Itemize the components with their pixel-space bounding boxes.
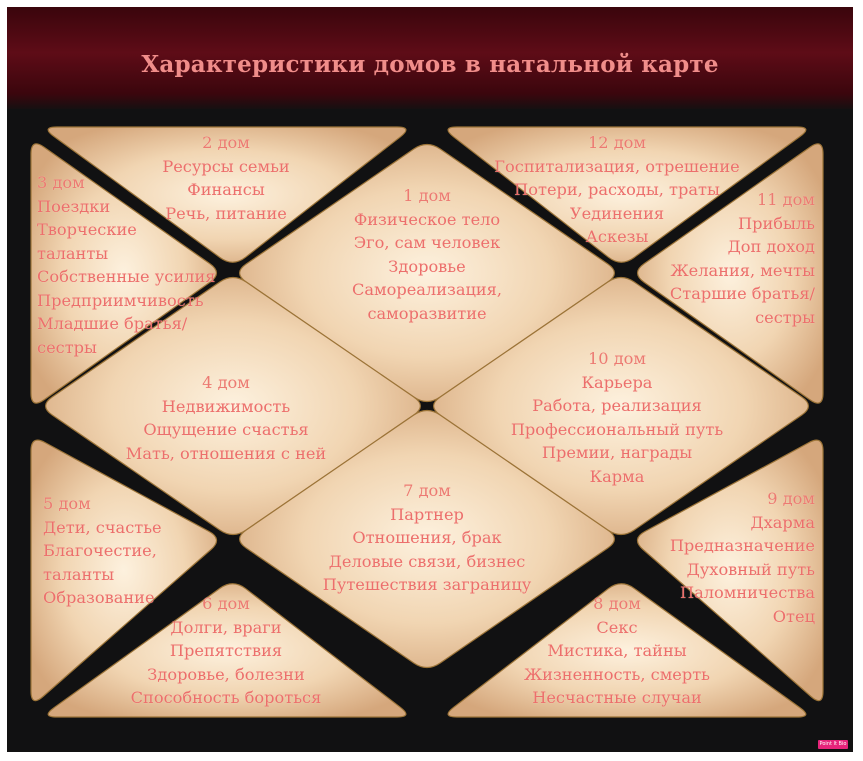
- house-number: 10 дом: [587, 349, 647, 368]
- house-trait: Желания, мечты: [670, 260, 815, 280]
- house-trait: Долги, враги: [170, 617, 282, 637]
- house-trait: Мать, отношения с ней: [125, 443, 327, 463]
- house-trait: Деловые связи, бизнес: [328, 551, 526, 571]
- house-trait: Потери, расходы, траты: [514, 180, 720, 199]
- house-trait: Паломничества: [679, 583, 815, 602]
- house-trait: Предназначение: [669, 536, 815, 555]
- house-trait: Препятствия: [169, 641, 283, 660]
- house-9-label: [670, 487, 815, 628]
- house-trait: Финансы: [187, 180, 265, 199]
- house-trait: Госпитализация, отрешение: [494, 156, 740, 176]
- house-trait: сестры: [755, 307, 815, 327]
- page-title: Характеристики домов в натальной карте: [141, 51, 719, 78]
- house-trait: Речь, питание: [165, 203, 287, 223]
- house-number: 11 дом: [756, 190, 815, 209]
- house-trait: Путешествия заграницу: [322, 575, 532, 594]
- house-number: 5 дом: [43, 494, 91, 513]
- house-trait: Отец: [772, 606, 815, 626]
- house-trait: Здоровье, болезни: [147, 664, 305, 684]
- house-trait: Дхарма: [750, 512, 815, 532]
- house-trait: Духовный путь: [686, 559, 815, 579]
- house-trait: Доп доход: [727, 237, 815, 256]
- house-trait: Старшие братья/: [669, 284, 815, 303]
- house-4-label: [26, 371, 426, 465]
- house-6-label: [26, 592, 426, 710]
- house-trait: Отношения, брак: [352, 528, 502, 547]
- house-trait: Прибыль: [738, 213, 815, 233]
- chart-card: [7, 7, 853, 752]
- house-trait: сестры: [37, 337, 97, 357]
- house-number: 7 дом: [403, 481, 451, 500]
- house-number: 3 дом: [37, 173, 85, 192]
- house-trait: Уединения: [569, 203, 665, 223]
- house-10-label: [417, 347, 817, 488]
- house-trait: Самореализация,: [351, 280, 503, 299]
- house-number: 9 дом: [767, 489, 815, 508]
- house-trait: Мистика, тайны: [547, 641, 687, 660]
- house-trait: Недвижимость: [161, 396, 291, 416]
- house-trait: Секс: [596, 617, 638, 637]
- house-trait: Несчастные случаи: [532, 688, 702, 707]
- house-trait: Карма: [589, 466, 645, 486]
- house-trait: Образование: [43, 588, 155, 607]
- house-trait: Физическое тело: [353, 209, 501, 229]
- house-trait: Профессиональный путь: [510, 419, 724, 439]
- house-number: 1 дом: [403, 186, 451, 205]
- house-number: 4 дом: [202, 373, 250, 392]
- house-trait: Ощущение счастья: [143, 420, 309, 439]
- house-trait: Работа, реализация: [532, 396, 702, 415]
- house-number: 8 дом: [593, 594, 641, 613]
- house-trait: Карьера: [581, 372, 653, 392]
- house-trait: Поездки: [37, 196, 111, 216]
- house-number: 12 дом: [587, 133, 647, 152]
- house-trait: Жизненность, смерть: [524, 664, 710, 684]
- watermark-badge: Point It Bio: [819, 741, 847, 747]
- house-trait: Творческие: [37, 220, 137, 239]
- house-trait: Предприимчивость: [37, 290, 204, 310]
- house-trait: Партнер: [390, 504, 464, 524]
- house-3-label: [37, 171, 215, 359]
- house-trait: таланты: [43, 564, 115, 584]
- house-trait: Премии, награды: [541, 443, 693, 462]
- house-trait: Ресурсы семьи: [162, 156, 290, 176]
- house-number: 2 дом: [202, 133, 250, 152]
- house-trait: Благочестие,: [43, 541, 157, 560]
- house-7-label: [227, 479, 627, 597]
- house-trait: таланты: [37, 243, 109, 263]
- house-number: 6 дом: [202, 594, 250, 613]
- house-trait: Аскезы: [585, 227, 649, 246]
- house-trait: Эго, сам человек: [353, 233, 501, 252]
- house-trait: Младшие братья/: [37, 314, 188, 333]
- house-trait: саморазвитие: [367, 303, 487, 323]
- house-trait: Способность бороться: [130, 688, 322, 707]
- house-12-label: [417, 131, 817, 249]
- house-trait: Здоровье: [388, 256, 466, 276]
- house-trait: Собственные усилия: [37, 267, 216, 286]
- house-trait: Дети, счастье: [43, 517, 162, 537]
